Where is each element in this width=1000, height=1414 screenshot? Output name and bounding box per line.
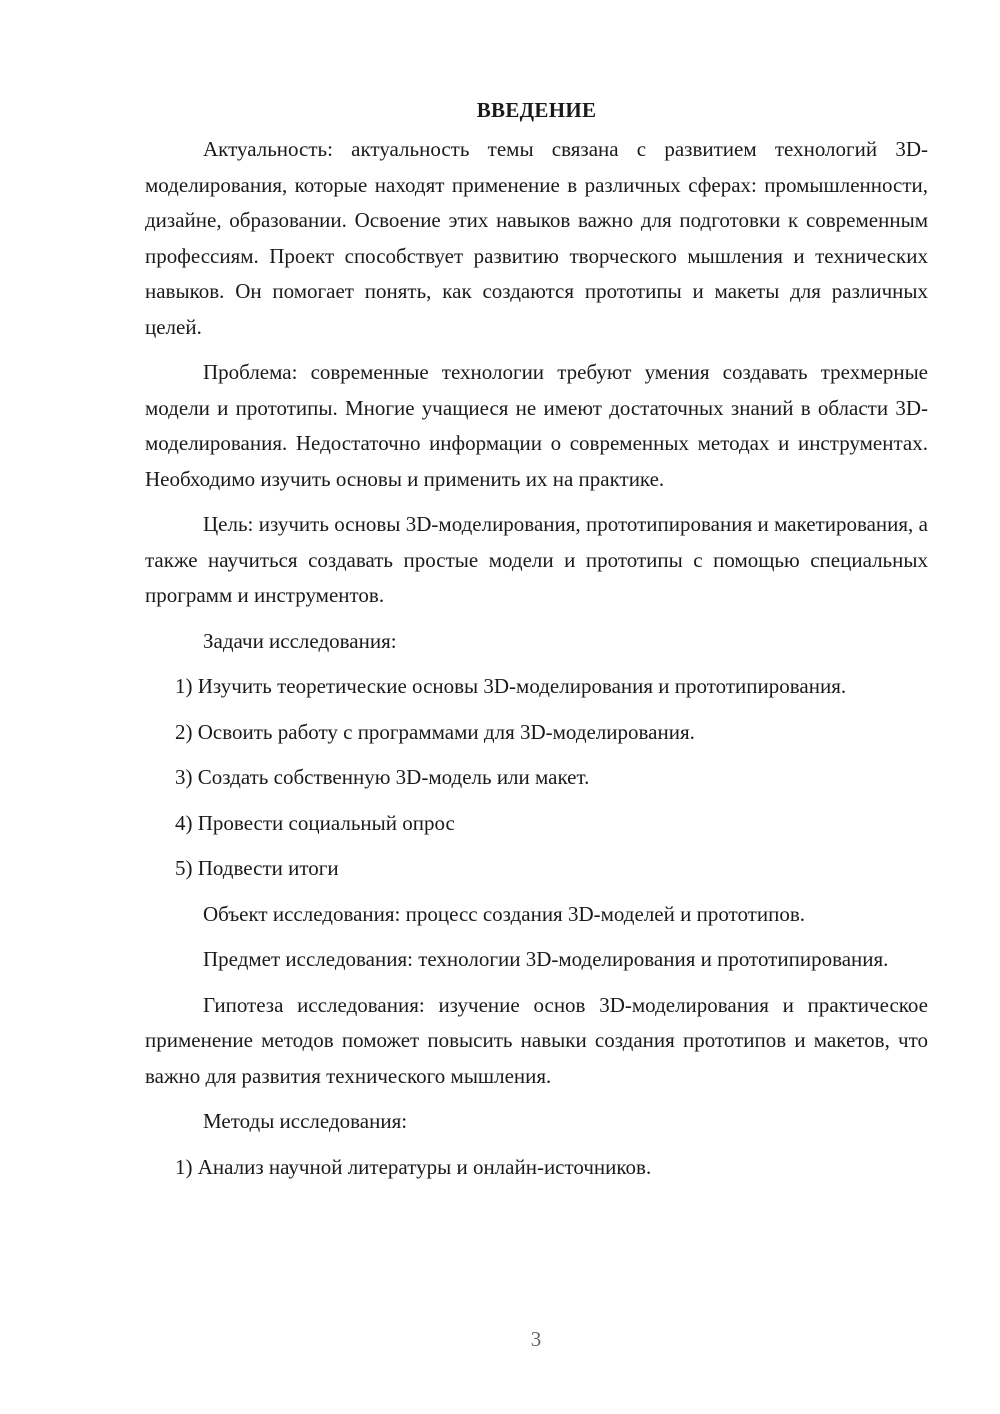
task-item: 4) Провести социальный опрос bbox=[175, 810, 455, 835]
document-page bbox=[145, 92, 928, 1195]
subject-paragraph: Предмет исследования: технологии 3D-моделирования и прототипирования. bbox=[203, 947, 889, 971]
hypothesis-paragraph: Гипотеза исследования: изучение основ 3D-моделирования и практическое применение методов поможет повысить навыки создания прототипов и макетов, что важно для развития технического мышления. bbox=[145, 992, 928, 1088]
method-item: 1) Анализ научной литературы и онлайн-источников. bbox=[175, 1154, 652, 1179]
task-item: 1) Изучить теоретические основы 3D-моделирования и прототипирования. bbox=[175, 674, 847, 698]
task-item: 5) Подвести итоги bbox=[175, 856, 339, 880]
task-item: 3) Создать собственную 3D-модель или макет. bbox=[175, 765, 590, 789]
relevance-paragraph: Актуальность: актуальность темы связана с развитием технологий 3D-моделирования, которые находят применение в различных сферах: промышленности, дизайне, образовании. Освоение этих навыков важно для подготовки к современным профессиям. Проект способствует развитию творческого мышления и технических навыков. Он помогает понять, как создаются прототипы и макеты для различных целей. bbox=[145, 137, 928, 339]
object-paragraph: Объект исследования: процесс создания 3D-моделей и прототипов. bbox=[203, 901, 805, 926]
tasks-heading: Задачи исследования: bbox=[203, 628, 397, 653]
goal-paragraph: Цель: изучить основы 3D-моделирования, прототипирования и макетирования, а также научиться создавать простые модели и прототипы с помощью специальных программ и инструментов. bbox=[145, 512, 928, 607]
methods-heading: Методы исследования: bbox=[203, 1109, 408, 1133]
problem-paragraph: Проблема: современные технологии требуют умения создавать трехмерные модели и прототипы. Многие учащиеся не имеют достаточных знаний в области 3D-моделирования. Недостаточно информации о современных методах и инструментах. Необходимо изучить основы и применить их на практике. bbox=[145, 360, 928, 491]
task-item: 2) Освоить работу с программами для 3D-моделирования. bbox=[175, 719, 695, 744]
page-number: 3 bbox=[530, 1327, 542, 1351]
page-title: ВВЕДЕНИЕ bbox=[476, 98, 597, 122]
